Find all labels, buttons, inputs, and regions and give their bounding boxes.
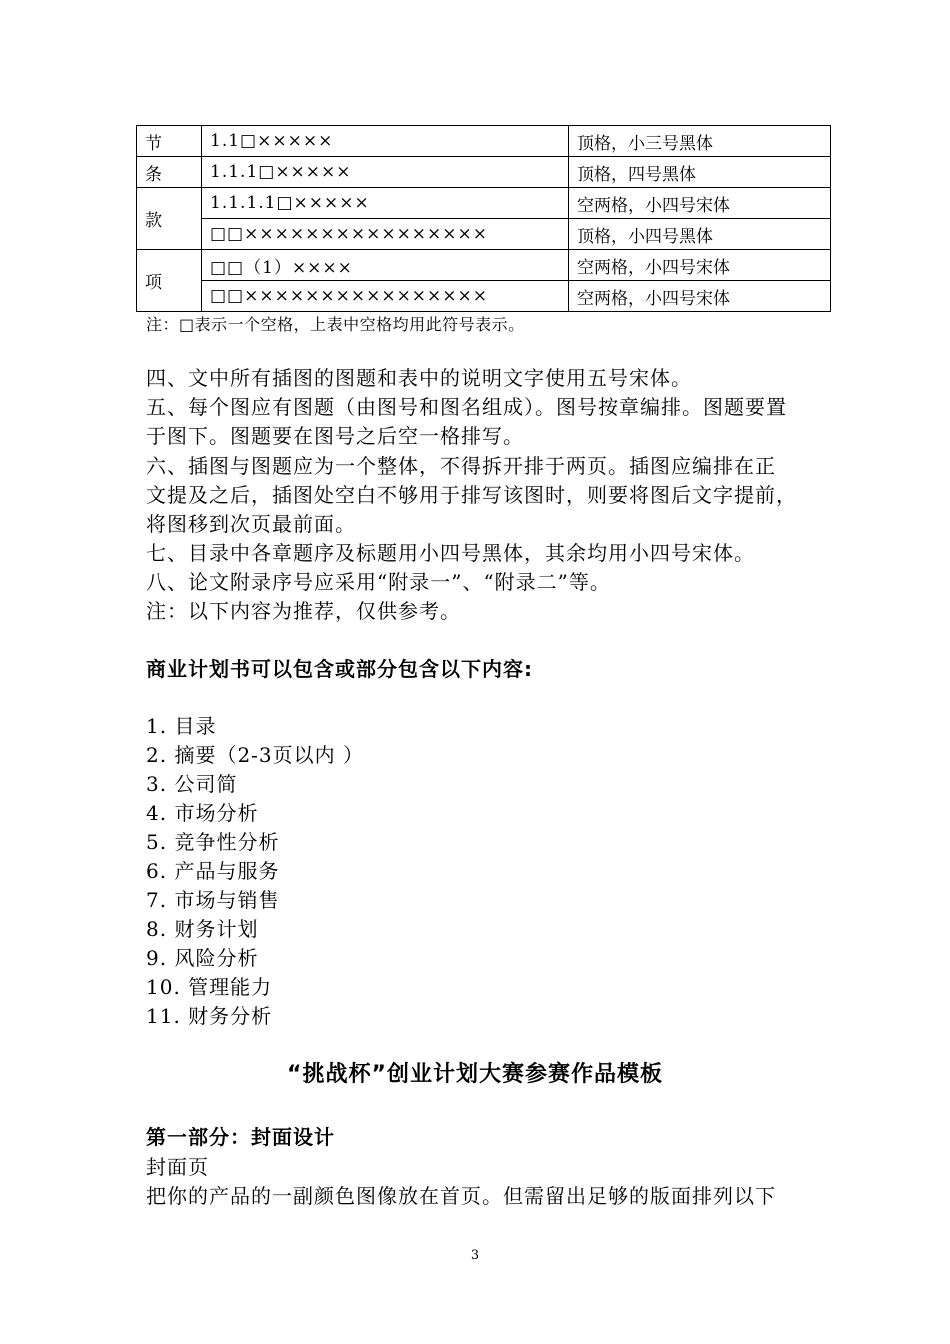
page-number: 3 — [470, 1248, 480, 1263]
table-row — [137, 126, 831, 157]
table-cell-desc: 顶格，小四号黑体 — [569, 219, 831, 250]
rule-line: 四、文中所有插图的图题和表中的说明文字使用五号宋体。 — [146, 366, 692, 390]
table-row — [137, 250, 831, 281]
table-cell-format: 1.1□××××× — [202, 126, 569, 157]
list-item: 11. 财务分析 — [146, 1004, 273, 1028]
cover-label: 封面页 — [146, 1155, 209, 1179]
table-cell-level: 款 — [137, 188, 202, 250]
table-cell-desc: 顶格，四号黑体 — [569, 157, 831, 188]
cover-text: 把你的产品的一副颜色图像放在首页。但需留出足够的版面排列以下 — [146, 1184, 776, 1208]
table-cell-format: 1.1.1□××××× — [202, 157, 569, 188]
list-item: 4. 市场分析 — [146, 801, 259, 825]
table-cell-level: 项 — [137, 250, 202, 312]
list-item: 5. 竞争性分析 — [146, 830, 280, 854]
section-heading: 商业计划书可以包含或部分包含以下内容: — [146, 657, 533, 681]
table-note: 注：□表示一个空格，上表中空格均用此符号表示。 — [146, 315, 525, 334]
list-item: 3. 公司简 — [146, 772, 238, 796]
rule-line: 八、论文附录序号应采用“附录一”、“附录二”等。 — [146, 570, 611, 594]
table-cell-format: □□（1）×××× — [202, 250, 569, 281]
table-cell-level: 节 — [137, 126, 202, 157]
table-row — [137, 188, 831, 219]
list-item: 1. 目录 — [146, 714, 217, 738]
format-table — [136, 125, 831, 312]
table-cell-desc: 空两格，小四号宋体 — [569, 281, 831, 312]
list-item: 6. 产品与服务 — [146, 859, 280, 883]
list-item: 8. 财务计划 — [146, 917, 259, 941]
table-cell-format: □□×××××××××××××××× — [202, 281, 569, 312]
rule-line: 注：以下内容为推荐，仅供参考。 — [146, 599, 461, 623]
table-cell-format: □□×××××××××××××××× — [202, 219, 569, 250]
table-row — [137, 281, 831, 312]
rule-line: 五、每个图应有图题（由图号和图名组成）。图号按章编排。图题要置 — [146, 395, 787, 419]
template-title: “挑战杯”创业计划大赛参赛作品模板 — [287, 1062, 663, 1087]
rule-line: 于图下。图题要在图号之后空一格排写。 — [146, 424, 524, 448]
list-item: 9. 风险分析 — [146, 946, 259, 970]
rule-line: 六、插图与图题应为一个整体，不得拆开排于两页。插图应编排在正 — [146, 454, 776, 478]
table-cell-format: 1.1.1.1□××××× — [202, 188, 569, 219]
table-cell-desc: 顶格，小三号黑体 — [569, 126, 831, 157]
part-one-heading: 第一部分：封面设计 — [146, 1125, 335, 1149]
list-item: 10. 管理能力 — [146, 975, 273, 999]
table-row — [137, 219, 831, 250]
rule-line: 将图移到次页最前面。 — [146, 512, 356, 536]
list-item: 7. 市场与销售 — [146, 888, 280, 912]
table-cell-level: 条 — [137, 157, 202, 188]
table-cell-desc: 空两格，小四号宋体 — [569, 250, 831, 281]
table-row — [137, 157, 831, 188]
rule-line: 文提及之后，插图处空白不够用于排写该图时，则要将图后文字提前， — [146, 483, 797, 507]
rule-line: 七、目录中各章题序及标题用小四号黑体，其余均用小四号宋体。 — [146, 541, 755, 565]
table-cell-desc: 空两格，小四号宋体 — [569, 188, 831, 219]
list-item: 2. 摘要（2-3页以内 ） — [146, 743, 365, 767]
